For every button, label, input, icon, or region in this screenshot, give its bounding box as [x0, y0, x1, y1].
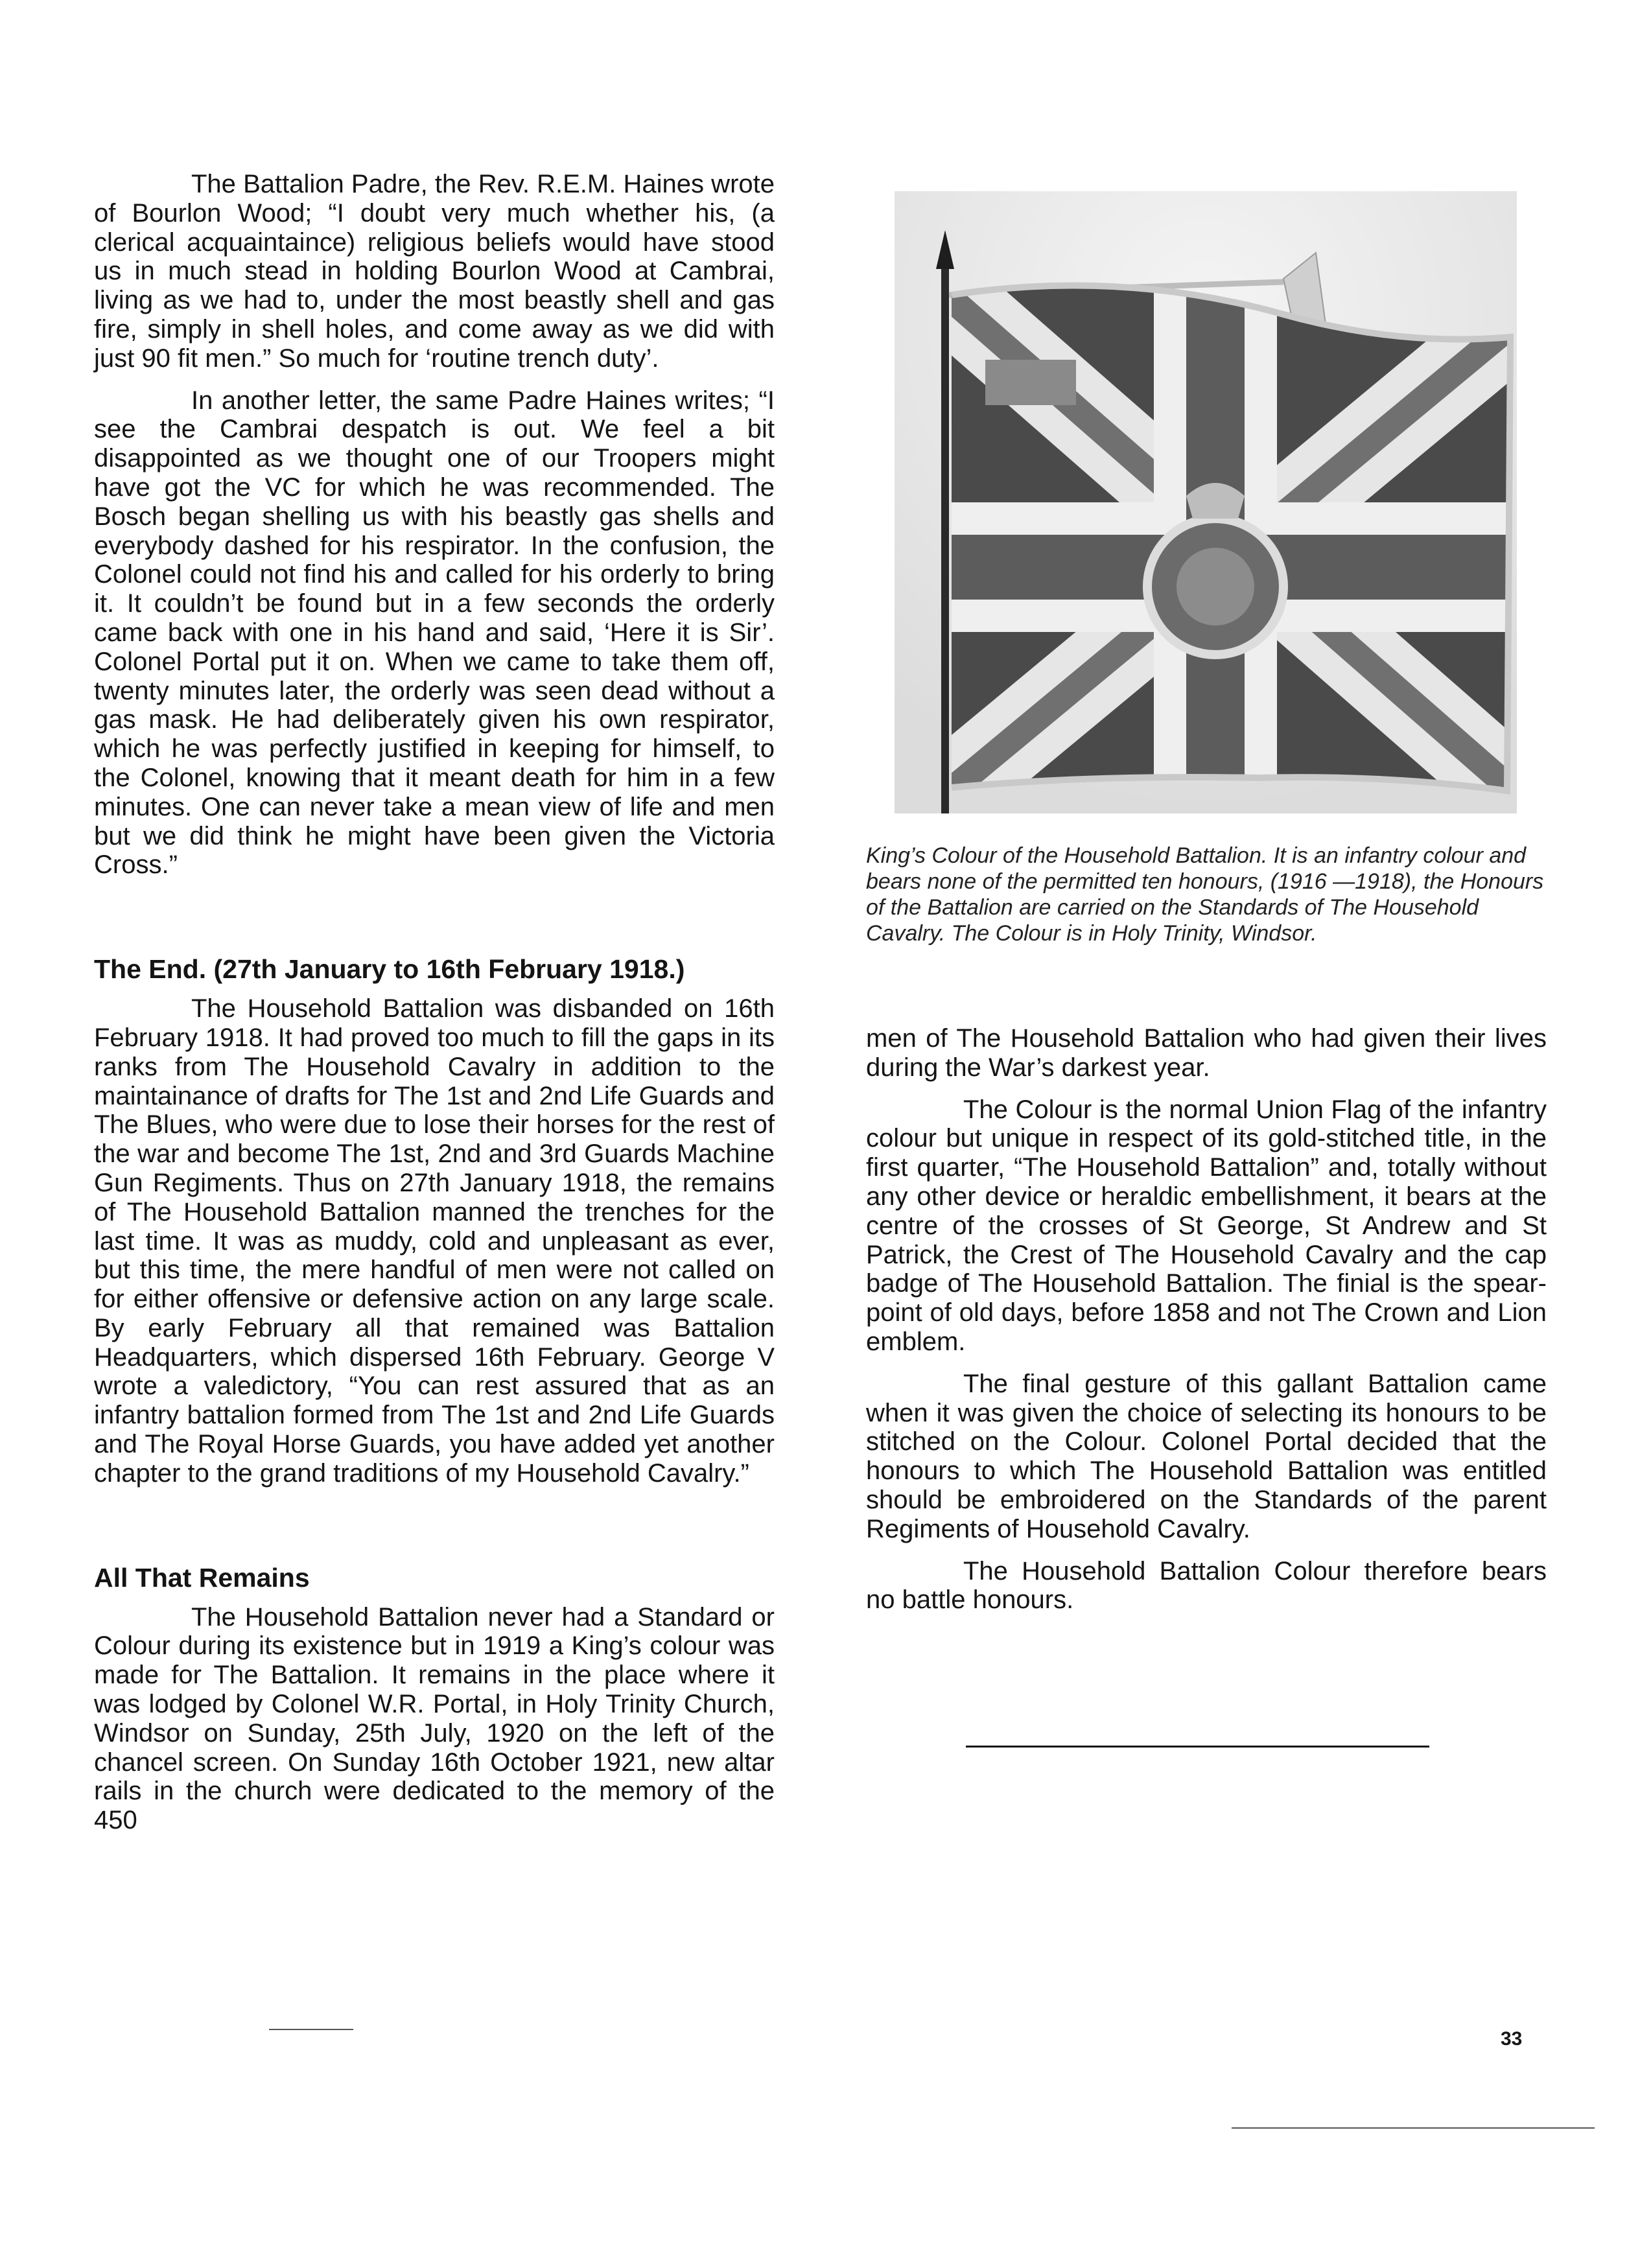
paragraph-colour-description: The Colour is the normal Union Flag of the infantry colour but unique in respect of its gold-stitched title, in the first quarter, “The Household Battalion” and, totally without any other device or heraldic embellishment, it bears at the centre of the crosses of St George, St Andrew and St Patrick, the Crest of The Household Cavalry and the cap badge of The Household Battalion. The finial is the spear-point of old days, before 1858 and not The Crown and Lion emblem.: [866, 1095, 1547, 1356]
paragraph-memorial-continued: men of The Household Battalion who had given their lives during the War’s darkest year.: [866, 1024, 1547, 1082]
figure-caption: King’s Colour of the Household Battalion. It is an infantry colour and bears none of the permitted ten honours, (1916 —1918), the Honours of the Battalion are carried on the Standards of The Household Cavalry. The Colour is in Holy Trinity, Windsor.: [866, 843, 1544, 946]
right-column: [866, 1024, 1547, 1628]
paragraph-disbanded: The Household Battalion was disbanded on 16th February 1918. It had proved too much to fill the gaps in its ranks from The Household Cavalry in addition to the maintainance of drafts for The 1st and 2nd Life Guards and The Blues, who were due to lose their horses for the rest of the war and become The 1st, 2nd and 3rd Guards Machine Gun Regiments. Thus on 27th January 1918, the remains of The Household Battalion manned the trenches for the last time. It was as muddy, cold and unpleasant as ever, but this time, the mere handful of men were not called on for either offensive or defensive action on any large scale. By early February all that remained was Battalion Headquarters, which dispersed 16th February. George V wrote a valedictory, “You can rest assured that as an infantry battalion formed from The 1st and 2nd Life Guards and The Royal Horse Guards, you have added yet another chapter to the grand traditions of my Household Cavalry.”: [94, 994, 775, 1488]
heading-the-end: The End. (27th January to 16th February 1918.): [94, 954, 685, 985]
heading-all-that-remains: All That Remains: [94, 1562, 310, 1593]
kings-colour-photo: [895, 191, 1517, 813]
left-column: [94, 170, 775, 1848]
paragraph-final-gesture: The final gesture of this gallant Battalion came when it was given the choice of selecting its honours to be stitched on the Colour. Colonel Portal decided that the honours to which The Household Battalion was entitled should be embroidered on the Standards of the parent Regiments of Household Cavalry.: [866, 1369, 1547, 1543]
union-flag-image: [895, 191, 1517, 813]
paragraph-padre-bourlon-wood: The Battalion Padre, the Rev. R.E.M. Haines wrote of Bourlon Wood; “I doubt very much whether his, (a clerical acquaintaince) religious beliefs would have stood us in much stead in holding Bourlon Wood at Cambrai, living as we had to, under the most beastly shell and gas fire, simply in shell holes, and come away as we did with just 90 fit men.” So much for ‘routine trench duty’.: [94, 170, 775, 373]
paragraph-padre-letter: In another letter, the same Padre Haines writes; “I see the Cambrai despatch is out. We feel a bit disappointed as we thought one of our Troopers might have got the VC for which he was recommended. The Bosch began shelling us with his beastly gas shells and everybody dashed for his respirator. In the confusion, the Colonel could not find his and called for his orderly to bring it. It couldn’t be found but in a few seconds the orderly came back with one in his hand and said, ‘Here it is Sir’. Colonel Portal put it on. When we came to take them off, twenty minutes later, the orderly was seen dead without a gas mask. He had deliberately given his own respirator, which he was perfectly justified in keeping for himself, to the Colonel, knowing that it meant death for him in a few minutes. One can never take a mean view of life and men but we did think he might have been given the Victoria Cross.”: [94, 386, 775, 880]
paragraph-kings-colour: The Household Battalion never had a Standard or Colour during its existence but in 1919 a King’s colour was made for The Battalion. It remains in the place where it was lodged by Colonel W.R. Portal, in Holy Trinity Church, Windsor on Sunday, 25th July, 1920 on the left of the chancel screen. On Sunday 16th October 1921, new altar rails in the church were dedicated to the memory of the 450: [94, 1602, 775, 1835]
footer-dash-line: [1232, 2127, 1595, 2129]
paragraph-no-battle-honours: The Household Battalion Colour therefore bears no battle honours.: [866, 1556, 1547, 1615]
stray-mark: [269, 2029, 353, 2030]
section-divider: [966, 1746, 1429, 1748]
page-number: 33: [1501, 2028, 1523, 2050]
